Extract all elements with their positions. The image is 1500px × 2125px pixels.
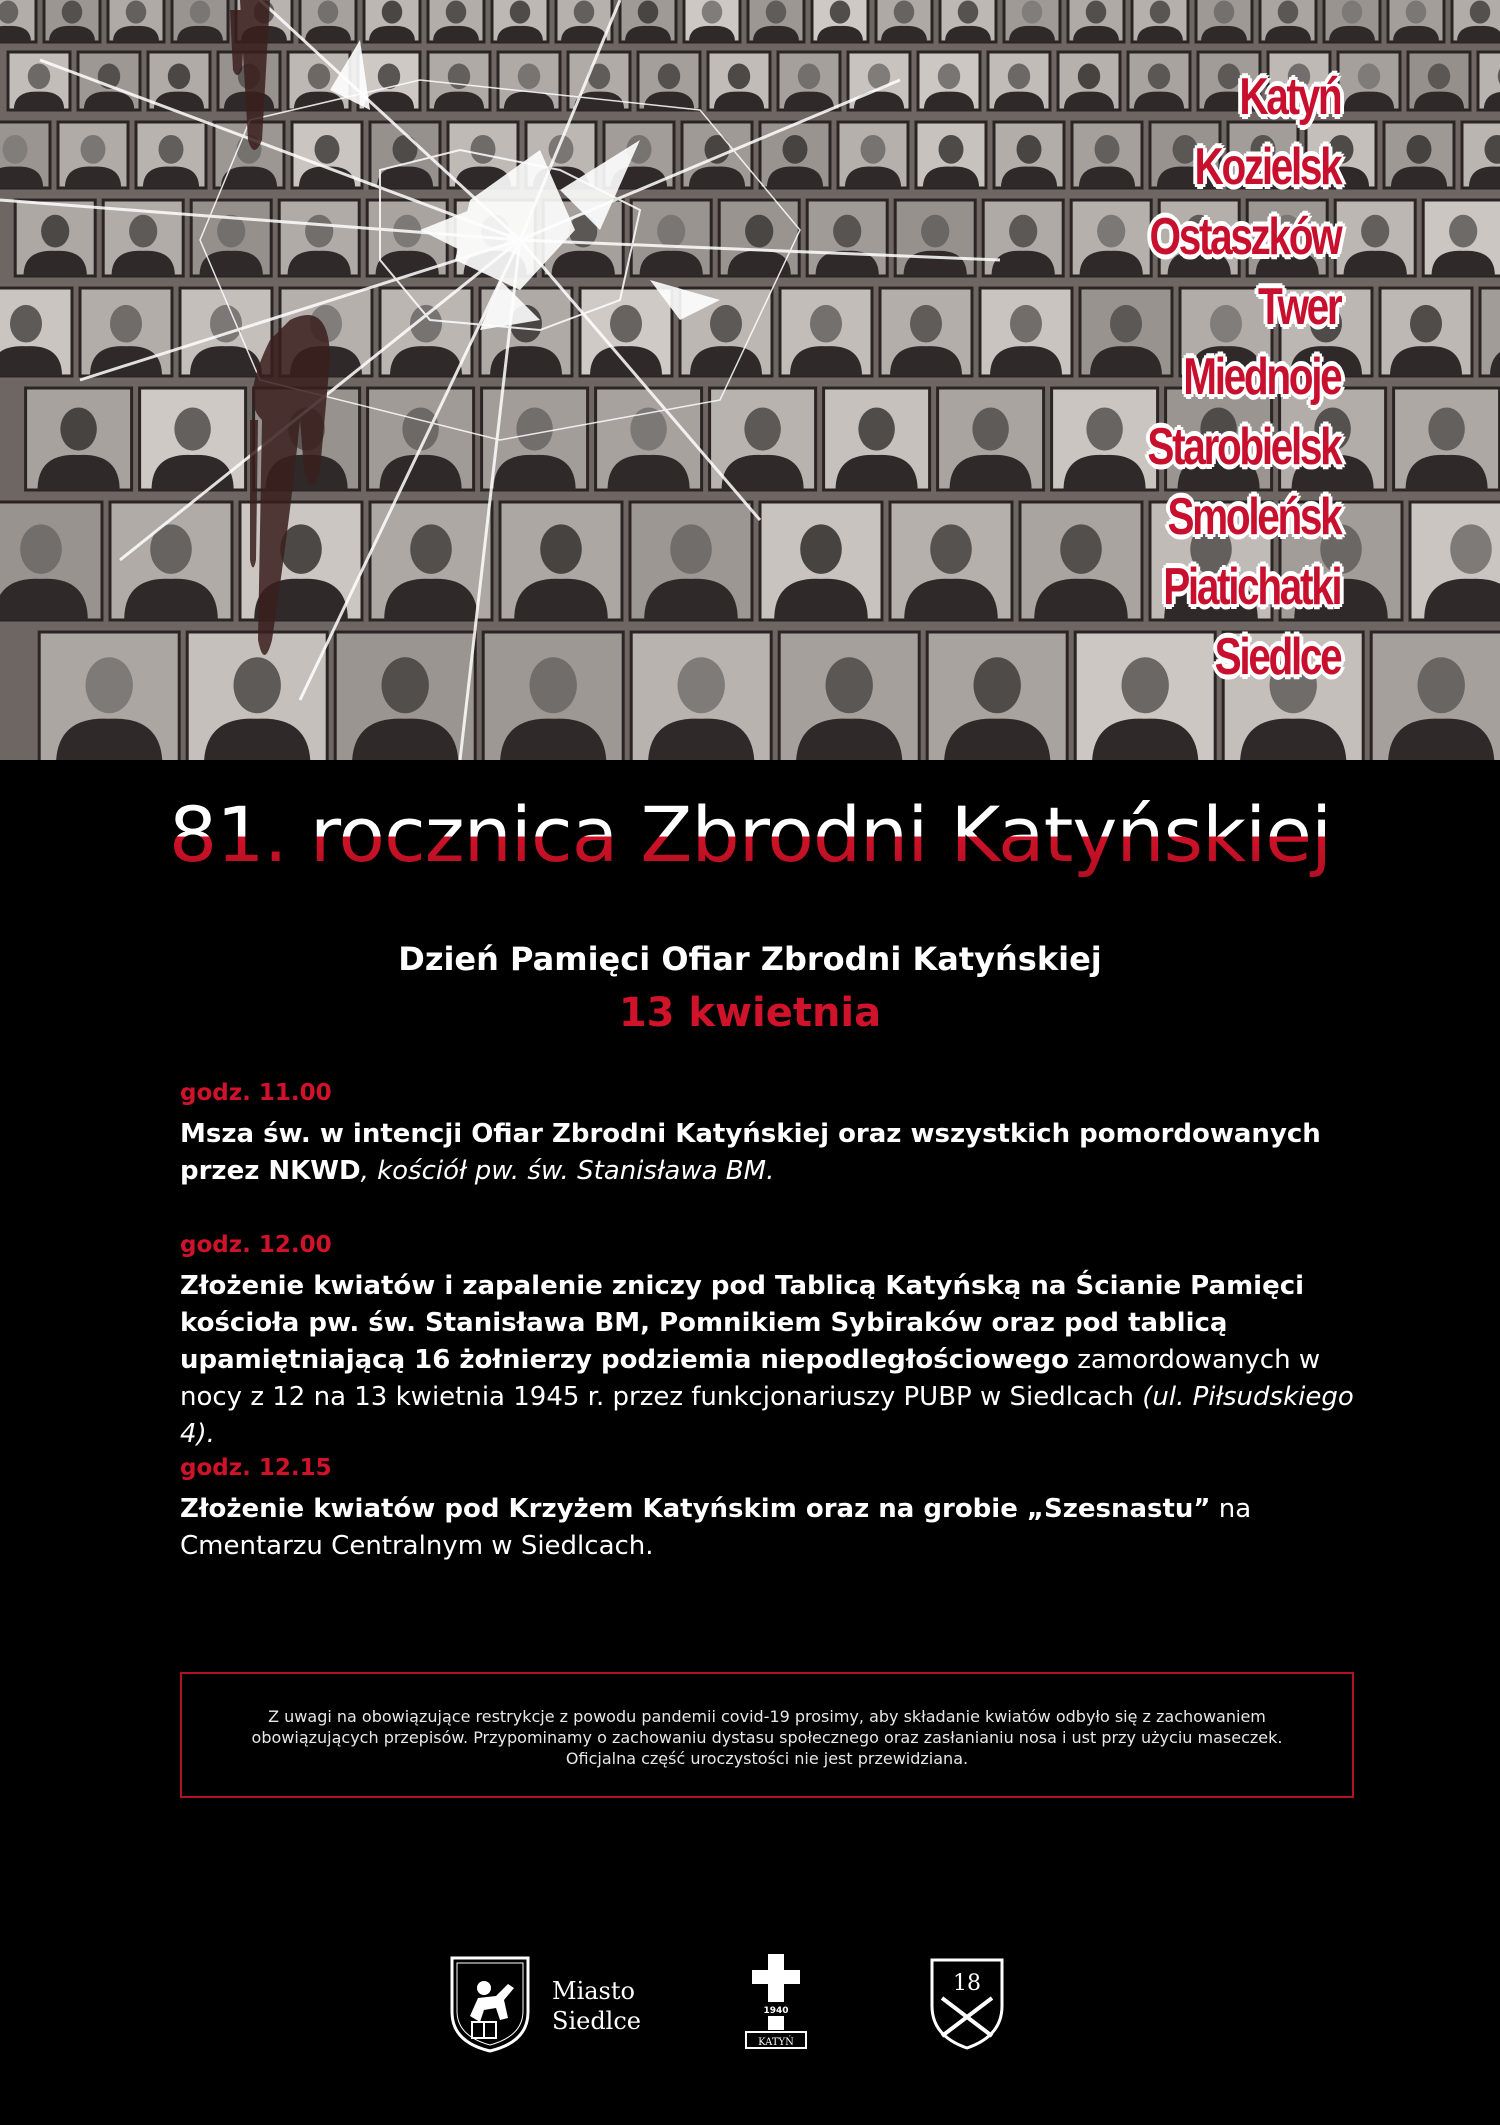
page-title: 81. rocznica Zbrodni Katyńskiej bbox=[168, 790, 1332, 879]
place-name: Smoleńsk bbox=[1167, 488, 1340, 546]
shield-rifles-icon bbox=[928, 1954, 1006, 2052]
places-list bbox=[1093, 62, 1340, 692]
program-time: godz. 12.00 bbox=[180, 1232, 332, 1258]
notice-line: Z uwagi na obowiązujące restrykcje z powodu pandemii covid-19 prosimy, aby składanie kwiatów odbyło się z zachowaniem bbox=[268, 1707, 1266, 1726]
page-subtitle: Dzień Pamięci Ofiar Zbrodni Katyńskiej bbox=[398, 940, 1102, 978]
place-name: Kozielsk bbox=[1194, 138, 1340, 196]
place-name: Miednoje bbox=[1182, 348, 1340, 406]
program-description: Msza św. w intencji Ofiar Zbrodni Katyńskiej oraz wszystkich pomordowanych przez NKWD, kościół pw. św. Stanisława BM. bbox=[180, 1119, 1321, 1186]
city-logo-text: Miasto Siedlce bbox=[552, 1977, 642, 2035]
partner-logos bbox=[0, 1950, 1500, 2060]
event-date: 13 kwietnia bbox=[618, 990, 882, 1036]
place-name: Starobielsk bbox=[1147, 418, 1340, 476]
program-item bbox=[180, 1232, 1360, 1453]
notice-line: obowiązujących przepisów. Przypominamy o zachowaniu dystasu społecznego oraz zasłanianiu nosa i ust przy użyciu maseczek. bbox=[251, 1728, 1283, 1747]
svg-text:1940: 1940 bbox=[763, 2006, 789, 2016]
program-item bbox=[180, 1080, 1360, 1190]
program-description: Złożenie kwiatów i zapalenie zniczy pod Tablicą Katyńską na Ścianie Pamięci kościoła pw. św. Stanisława BM, Pomnikiem Sybiraków oraz pod tablicą upamiętniającą 16 żołnierzy podziemia niepodległościowego zamordowanych w nocy z 12 na 13 kwietnia 1945 r. przez funkcjonariuszy PUBP w Siedlcach (ul. Piłsudskiego 4). bbox=[180, 1271, 1354, 1449]
program-description: Złożenie kwiatów pod Krzyżem Katyńskim oraz na grobie „Szesnastu” na Cmentarzu Centralnym w Siedlcach. bbox=[180, 1494, 1252, 1561]
program-time: godz. 11.00 bbox=[180, 1080, 332, 1106]
place-name: Piatichatki bbox=[1162, 558, 1340, 616]
place-name: Katyń bbox=[1239, 68, 1340, 126]
place-name: Ostaszków bbox=[1149, 208, 1340, 266]
covid-notice-box bbox=[180, 1672, 1354, 1798]
place-name: Twer bbox=[1257, 278, 1340, 336]
svg-text:KATYŃ: KATYŃ bbox=[758, 2037, 794, 2048]
place-name: Siedlce bbox=[1214, 628, 1340, 686]
notice-line: Oficjalna część uroczystości nie jest przewidziana. bbox=[565, 1749, 969, 1768]
hero-photo-collage bbox=[0, 0, 1500, 760]
siedlce-coat-of-arms-icon bbox=[448, 1954, 532, 2054]
program-item bbox=[180, 1455, 1360, 1565]
svg-text:18: 18 bbox=[953, 1971, 981, 1996]
program-time: godz. 12.15 bbox=[180, 1455, 332, 1481]
katyn-cross-icon bbox=[742, 1950, 810, 2050]
